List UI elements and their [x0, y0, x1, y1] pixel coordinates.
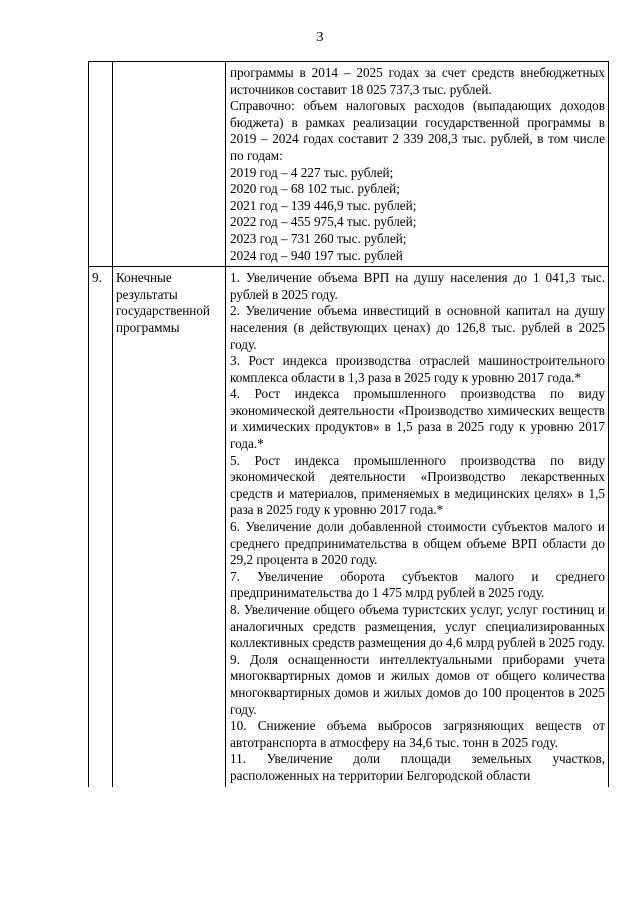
result-item: 1. Увеличение объема ВРП на душу населения до 1 041,3 тыс. рублей в 2025 году. — [230, 270, 605, 302]
year-line: 2021 год – 139 446,9 тыс. рублей; — [230, 197, 417, 213]
result-item: 11. Увеличение доли площади земельных участков, расположенных на территории Белгородской области — [230, 751, 605, 783]
page-number: 3 — [316, 30, 324, 45]
funding-paragraph: программы в 2014 – 2025 годах за счет средств внебюджетных источников составит 18 025 737,3 тыс. рублей. — [230, 65, 605, 97]
year-line: 2024 год – 940 197 тыс. рублей — [230, 247, 403, 263]
result-item: 2. Увеличение объема инвестиций в основной капитал на душу населения (в действующих ценах) до 126,8 тыс. рублей в 2025 году. — [230, 303, 605, 352]
year-line: 2022 год – 455 975,4 тыс. рублей; — [230, 214, 417, 230]
results-list-cell — [226, 267, 609, 787]
tax-expenditure-paragraph: Справочно: объем налоговых расходов (выпадающих доходов бюджета) в рамках реализации государственной программы в 2019 – 2024 годах составит 2 339 208,3 тыс. рублей, в том числе по годам: — [230, 98, 605, 163]
row-number-cell: 9. — [89, 267, 113, 787]
passport-table — [88, 61, 609, 787]
result-item: 6. Увеличение доли добавленной стоимости субъектов малого и среднего предпринимательства в общем объеме ВРП области до 29,2 процента в 2020 году. — [230, 519, 605, 568]
result-item: 4. Рост индекса промышленного производства по виду экономической деятельности «Производство химических веществ и химических продуктов» в 1,5 раза в 2025 году к уровню 2017 года.* — [230, 386, 605, 452]
result-item: 10. Снижение объема выбросов загрязняющих веществ от автотранспорта в атмосферу на 34,6 тыс. тонн в 2025 году. — [230, 718, 605, 750]
table-row-continuation — [89, 62, 609, 267]
year-line: 2019 год – 4 227 тыс. рублей; — [230, 164, 394, 180]
result-item: 7. Увеличение оборота субъектов малого и среднего предпринимательства до 1 475 млрд рублей в 2025 году. — [230, 568, 605, 601]
result-item: 3. Рост индекса производства отраслей машиностроительного комплекса области в 1,3 раза в 2025 году к уровню 2017 года.* — [230, 353, 605, 385]
year-line: 2023 год – 731 260 тыс. рублей; — [230, 230, 407, 246]
table-row-9 — [89, 267, 609, 787]
row-label-cell — [113, 62, 226, 267]
row-label-cell — [113, 267, 226, 787]
result-item: 8. Увеличение общего объема туристских услуг, услуг гостиниц и аналогичных средств размещения, услуг специализированных коллективных средств размещения до 4,6 млрд рублей в 2025 году. — [230, 602, 605, 651]
year-line: 2020 год – 68 102 тыс. рублей; — [230, 181, 400, 197]
row-label: Конечные результаты государственной программы — [116, 270, 210, 335]
result-item: 5. Рост индекса промышленного производства по виду экономической деятельности «Производство лекарственных средств и материалов, применяемых в медицинских целях» в 1,5 раза в 2025 году к уровню 2017 года.* — [230, 452, 605, 518]
row-content-cell — [226, 62, 609, 267]
row-number-cell — [89, 62, 113, 267]
result-item: 9. Доля оснащенности интеллектуальными приборами учета многоквартирных домов и жилых домов от общего количества многоквартирных домов и жилых домов до 100 процентов в 2025 году. — [230, 651, 605, 717]
